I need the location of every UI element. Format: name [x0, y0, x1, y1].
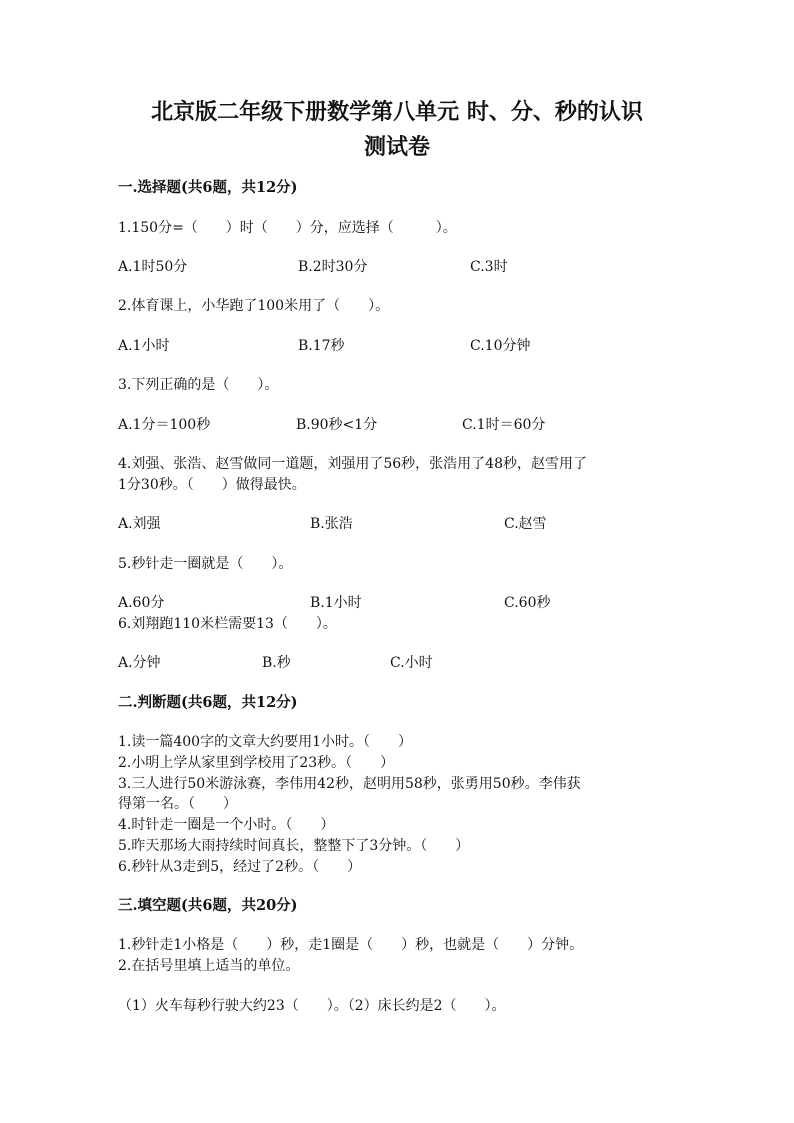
question-3-option-a: A.1分＝100秒 [118, 417, 211, 433]
question-4-stem-line1: 4.刘强、张浩、赵雪做同一道题，刘强用了56秒，张浩用了48秒，赵雪用了 [118, 456, 587, 472]
question-2-option-c: C.10分钟 [470, 338, 531, 354]
fill-item-1: 1.秒针走1小格是（ ）秒，走1圈是（ ）秒，也就是（ ）分钟。 [118, 937, 584, 953]
question-4-option-a: A.刘强 [118, 516, 161, 532]
question-2-stem: 2.体育课上，小华跑了100米用了（ ）。 [118, 298, 390, 314]
section-heading-choice: 一.选择题(共6题，共12分) [118, 179, 298, 196]
section-heading-judgement: 二.判断题(共6题，共12分) [118, 694, 298, 711]
fill-item-2: 2.在括号里填上适当的单位。 [118, 958, 300, 974]
question-6-option-c: C.小时 [390, 655, 433, 671]
question-6-stem: 6.刘翔跑110米栏需要13（ ）。 [118, 616, 337, 632]
question-1-option-b: B.2时30分 [298, 259, 368, 275]
question-4-stem-line2: 1分30秒。（ ）做得最快。 [118, 477, 306, 493]
section-heading-fill-blank: 三.填空题(共6题，共20分) [118, 897, 298, 914]
question-3-option-b: B.90秒<1分 [296, 417, 378, 433]
question-5-option-c: C.60秒 [504, 595, 551, 611]
question-1-stem: 1.150分=（ ）时（ ）分，应选择（ ）。 [118, 220, 457, 236]
judgement-item-5: 5.昨天那场大雨持续时间真长，整整下了3分钟。（ ） [118, 838, 470, 854]
judgement-item-1: 1.读一篇400字的文章大约要用1小时。（ ） [118, 734, 412, 750]
question-6-option-a: A.分钟 [118, 655, 161, 671]
judgement-item-6: 6.秒针从3走到5，经过了2秒。（ ） [118, 859, 362, 875]
question-5-stem: 5.秒针走一圈就是（ ）。 [118, 556, 293, 572]
question-5-option-a: A.60分 [118, 595, 165, 611]
question-3-stem: 3.下列正确的是（ ）。 [118, 377, 279, 393]
question-6-option-b: B.秒 [262, 655, 291, 671]
judgement-item-3-line2: 得第一名。（ ） [118, 796, 237, 812]
question-1-option-c: C.3时 [470, 259, 508, 275]
question-1-option-a: A.1时50分 [118, 259, 188, 275]
question-2-option-a: A.1小时 [118, 338, 170, 354]
question-4-option-b: B.张浩 [310, 516, 353, 532]
question-4-option-c: C.赵雪 [504, 516, 547, 532]
page-title-line2: 测试卷 [363, 134, 430, 160]
question-3-option-c: C.1时＝60分 [462, 417, 546, 433]
question-5-option-b: B.1小时 [310, 595, 362, 611]
judgement-item-3-line1: 3.三人进行50米游泳赛，李伟用42秒，赵明用58秒，张勇用50秒。李伟获 [118, 776, 581, 792]
judgement-item-4: 4.时针走一圈是一个小时。（ ） [118, 817, 335, 833]
judgement-item-2: 2.小明上学从家里到学校用了23秒。（ ） [118, 755, 395, 771]
question-2-option-b: B.17秒 [298, 338, 345, 354]
page-title-line1: 北京版二年级下册数学第八单元 时、分、秒的认识 [151, 99, 643, 125]
fill-item-2-subparts: （1）火车每秒行驶大约23（ ）。（2）床长约是2（ ）。 [118, 998, 506, 1014]
